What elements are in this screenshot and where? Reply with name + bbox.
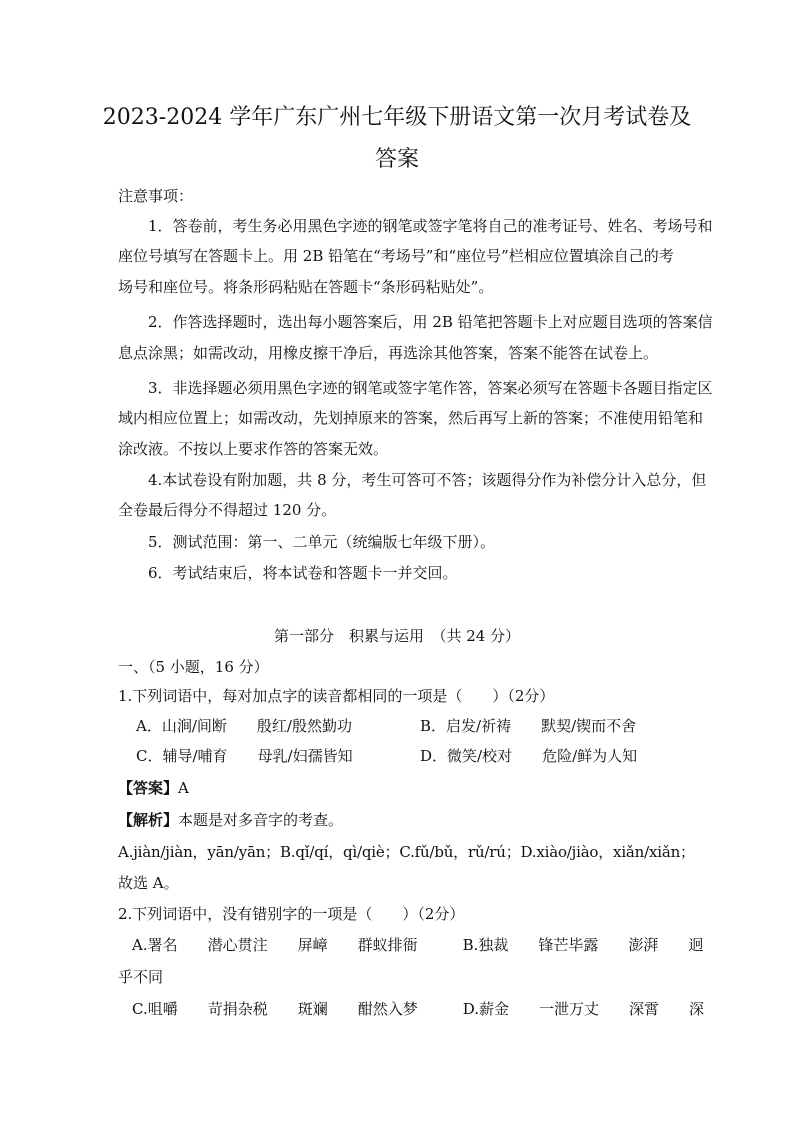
analysis-text: 本题是对多音字的考查。 [178, 811, 344, 829]
answer-value: A [178, 779, 189, 797]
notice-line: 2．作答选择题时，选出每小题答案后，用 2B 铅笔把答题卡上对应题目选项的答案信 [148, 313, 713, 331]
part-heading: 第一部分 积累与运用 （共 24 分） [273, 627, 521, 645]
question-1-option-c: C．辅导/哺育 母乳/妇孺皆知 [136, 747, 353, 765]
notice-line: 6．考试结束后，将本试卷和答题卡一并交回。 [148, 564, 458, 582]
question-2-stem: 2.下列词语中，没有错别字的一项是（ ）（2分） [118, 905, 465, 923]
notice-line: 座位号填写在答题卡上。用 2B 铅笔在“考场号”和“座位号”栏相应位置填涂自己的考 [118, 247, 674, 265]
section-heading: 一、（5 小题，16 分） [118, 658, 269, 676]
page-title: 2023-2024 学年广东广州七年级下册语文第一次月考试卷及 [102, 105, 692, 130]
question-1-answer [118, 778, 189, 798]
notice-line: 涂改液。不按以上要求作答的答案无效。 [118, 440, 389, 458]
notice-line: 息点涂黑；如需改动，用橡皮擦干净后，再选涂其他答案，答案不能答在试卷上。 [118, 344, 659, 362]
question-1-option-a: A．山涧/间断 殷红/殷然勤功 [136, 717, 352, 735]
notice-line: 4.本试卷设有附加题，共 8 分，考生可答可不答；该题得分作为补偿分计入总分，但 [148, 471, 707, 489]
question-2-line-a: A.署名 潜心贯注 屏嶂 群蚁排衙 B.独裁 锋芒毕露 澎湃 迥 [132, 936, 704, 954]
notice-line: 3．非选择题必须用黑色字迹的钢笔或签字笔作答，答案必须写在答题卡各题目指定区 [148, 379, 713, 397]
question-1-option-b: B．启发/祈祷 默契/锲而不舍 [420, 717, 637, 735]
question-2-line-c: C.咀嚼 苛捐杂税 斑斓 酣然入梦 D.薪金 一泄万丈 深霄 深 [132, 1000, 704, 1018]
question-1-option-d: D．微笑/校对 危险/鲜为人知 [420, 747, 638, 765]
notice-heading: 注意事项： [118, 187, 194, 205]
answer-label: 【答案】 [118, 779, 179, 797]
analysis-label: 【解析】 [118, 811, 179, 829]
question-1-pinyin: A.jiàn/jiàn，yān/yān；B.qǐ/qí，qì/qiè；C.fǔ/bǔ，rǔ/rú；D.xiào/jiào，xiǎn/xiǎn； [118, 843, 695, 861]
notice-line: 1．答卷前，考生务必用黑色字迹的钢笔或签字笔将自己的准考证号、姓名、考场号和 [148, 217, 713, 235]
question-1-conclusion: 故选 A。 [118, 874, 179, 892]
notice-line: 场号和座位号。将条形码粘贴在答题卡“条形码粘贴处”。 [118, 278, 494, 296]
question-1-stem: 1.下列词语中，每对加点字的读音都相同的一项是（ ）（2分） [118, 687, 555, 705]
question-1-analysis [118, 810, 343, 830]
notice-line: 5．测试范围：第一、二单元（统编版七年级下册）。 [148, 533, 496, 551]
notice-line: 全卷最后得分不得超过 120 分。 [118, 501, 337, 519]
page-title-continued: 答案 [374, 147, 419, 172]
question-2-line-a-cont: 乎不同 [118, 968, 164, 986]
notice-line: 域内相应位置上；如需改动，先划掉原来的答案，然后再写上新的答案；不准使用铅笔和 [118, 409, 704, 427]
